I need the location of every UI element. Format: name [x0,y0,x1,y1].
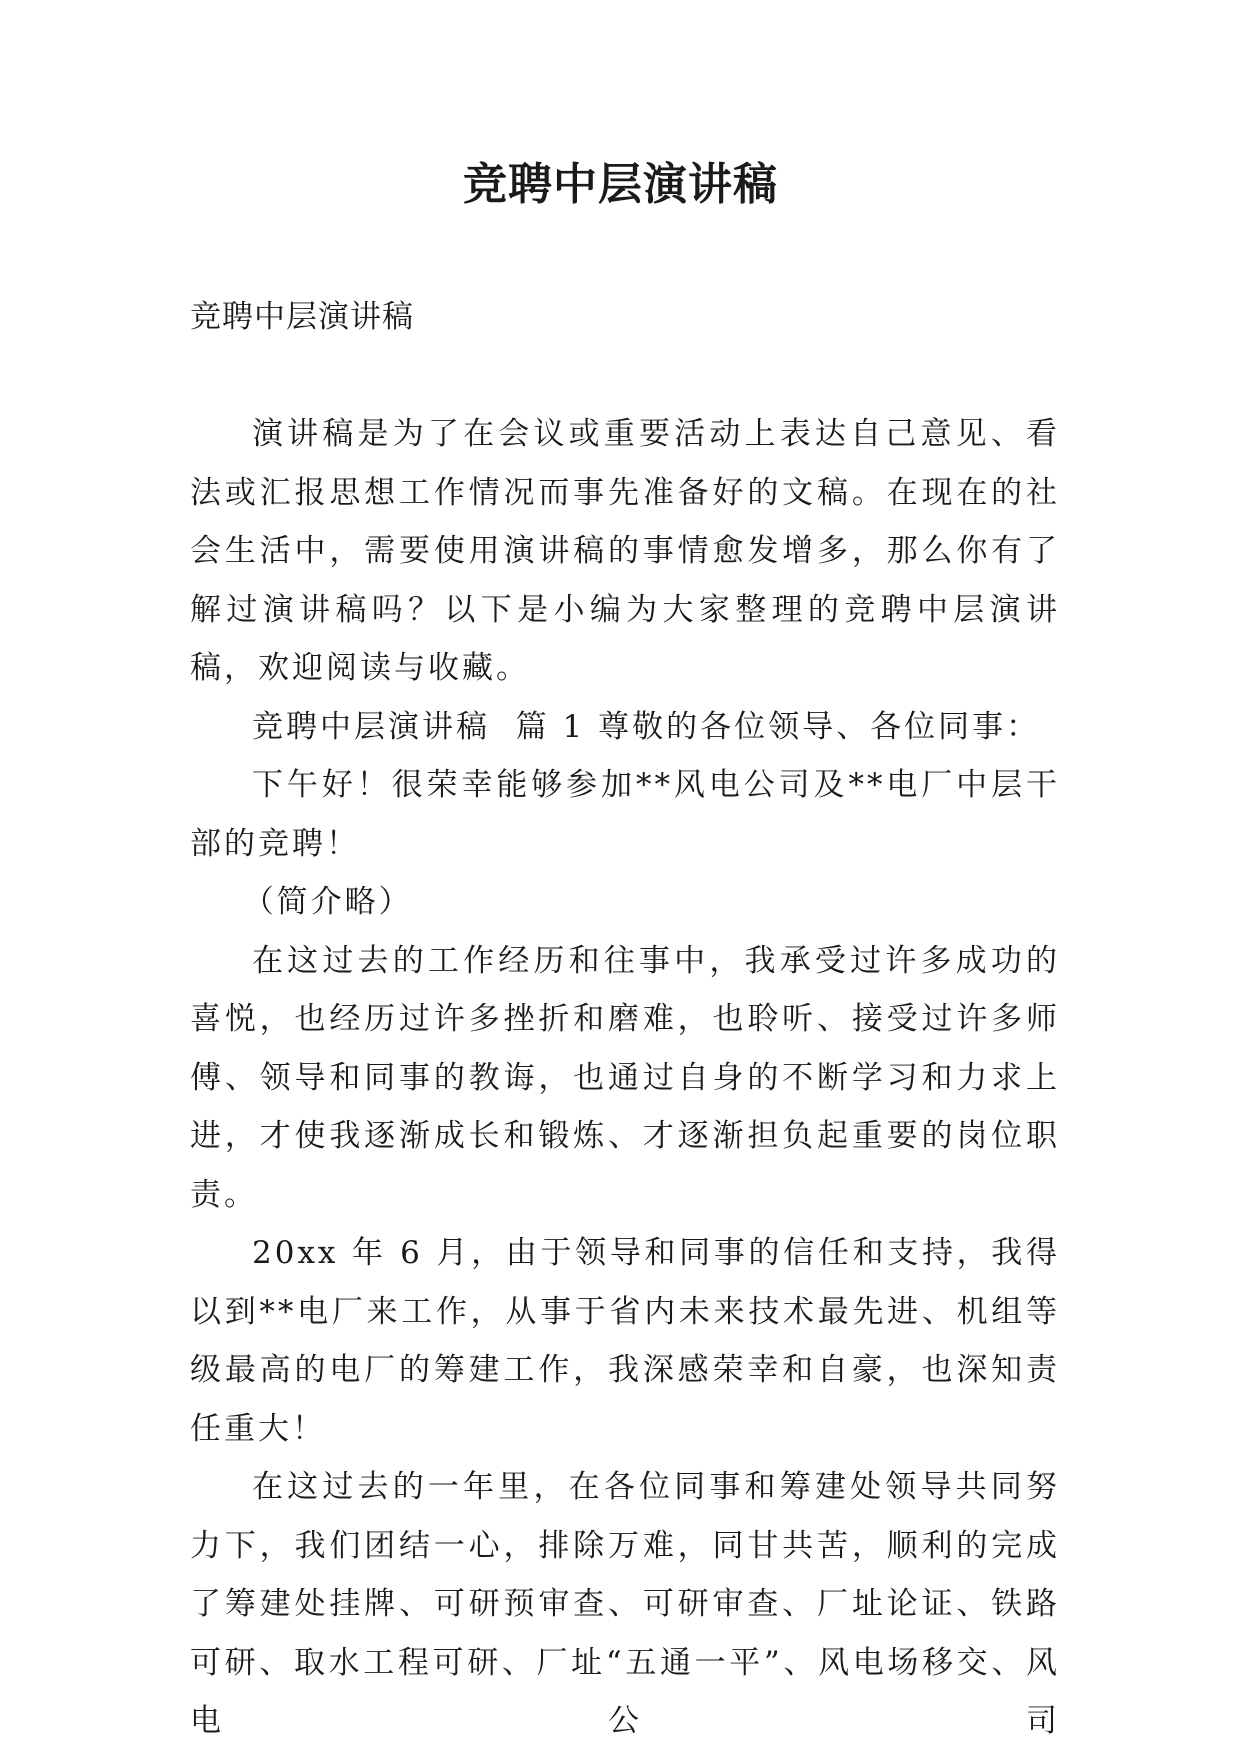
paragraph-past-year: 在这过去的一年里，在各位同事和筹建处领导共同努力下，我们团结一心，排除万难，同甘共苦，顺利的完成了筹建处挂牌、可研预审查、可研审查、厂址论证、铁路可研、取水工程可研、厂址“五通一平”、风电场移交、风电公司 [190,1469,1060,1739]
paragraph-joining: 20xx 年 6 月，由于领导和同事的信任和支持，我得以到**电厂来工作，从事于省内未来技术最先进、机组等级最高的电厂的筹建工作，我深感荣幸和自豪，也深知责任重大！ [190,1235,1060,1447]
document-subtitle: 竞聘中层演讲稿 [190,299,414,335]
paragraph-heading-greeting: 竞聘中层演讲稿 篇 1 尊敬的各位领导、各位同事： [252,708,1041,745]
paragraph-experience: 在这过去的工作经历和往事中，我承受过许多成功的喜悦，也经历过许多挫折和磨难，也聆听、接受过许多师傅、领导和同事的教诲，也通过自身的不断学习和力求上进，才使我逐渐成长和锻炼、才逐渐担负起重要的岗位职责。 [190,942,1060,1213]
paragraph-intro: 演讲稿是为了在会议或重要活动上表达自己意见、看法或汇报思想工作情况而事先准备好的文稿。在现在的社会生活中，需要使用演讲稿的事情愈发增多，那么你有了解过演讲稿吗？以下是小编为大家整理的竞聘中层演讲稿，欢迎阅读与收藏。 [190,416,1060,686]
paragraph-bio-omitted: （简介略） [242,884,413,920]
document-title: 竞聘中层演讲稿 [463,159,778,210]
paragraph-good-afternoon: 下午好！很荣幸能够参加**风电公司及**电厂中层干部的竞聘！ [190,767,1060,862]
document-body [190,405,1060,1751]
